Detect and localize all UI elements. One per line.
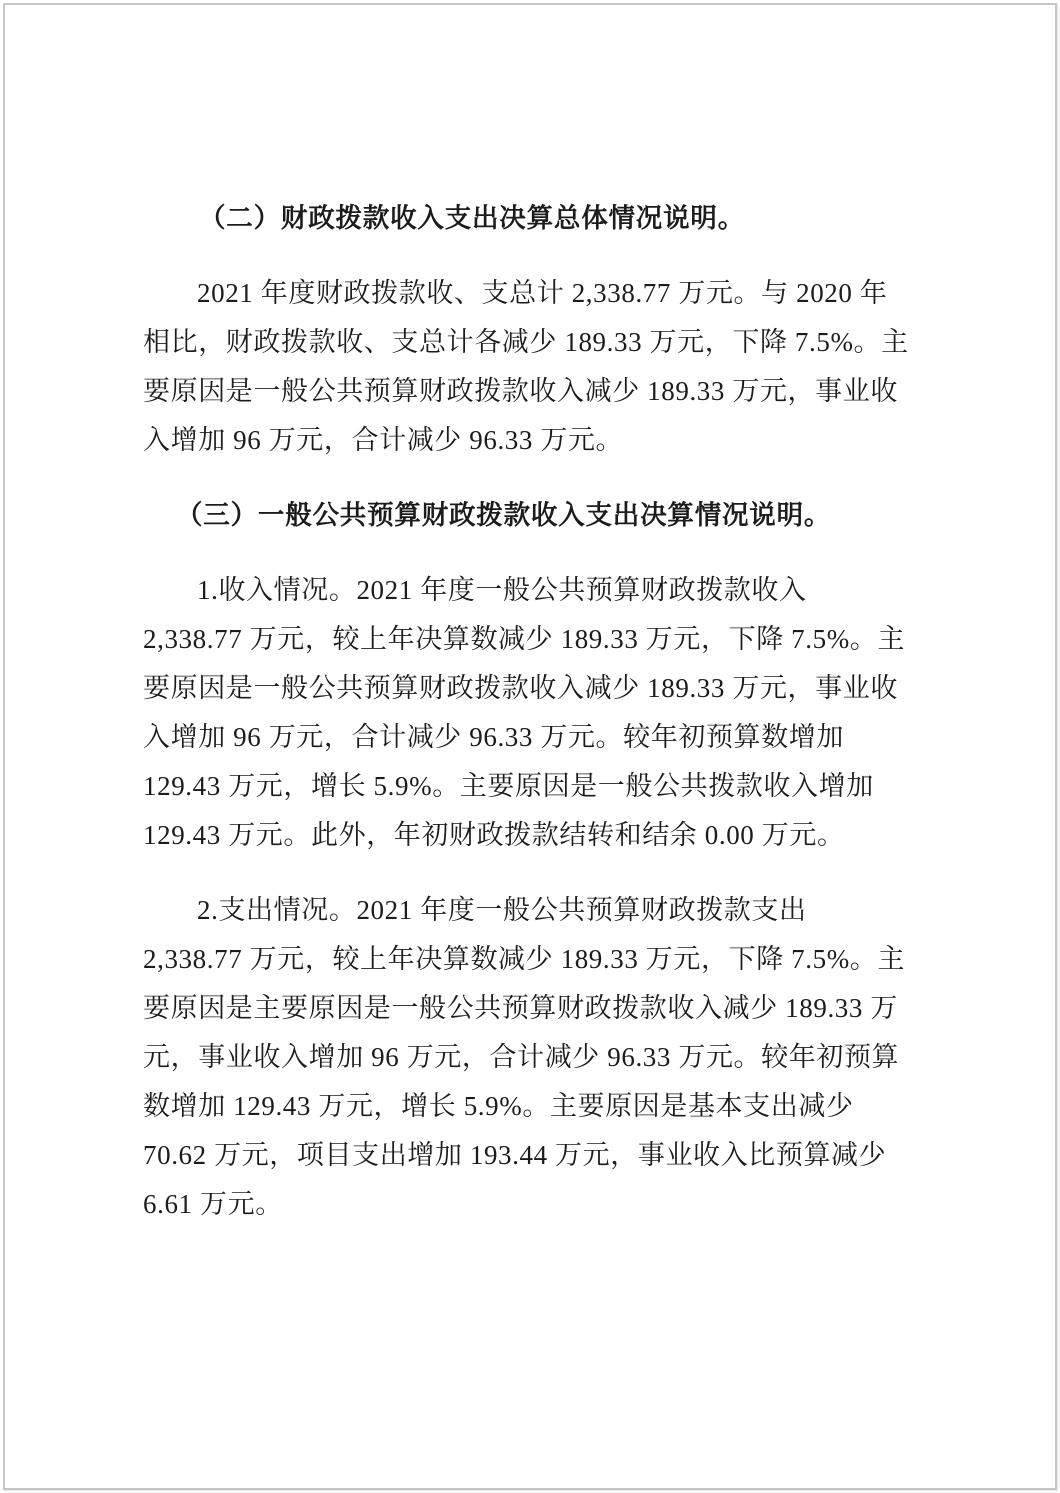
- paragraph-line: 129.43 万元，增长 5.9%。主要原因是一般公共拨款收入增加: [143, 771, 874, 801]
- section-two-paragraph: [0, 269, 1060, 465]
- paragraph-line: 2021 年度财政拨款收、支总计 2,338.77 万元。与 2020 年: [197, 278, 888, 308]
- paragraph-line: 要原因是主要原因是一般公共预算财政拨款收入减少 189.33 万: [143, 993, 898, 1023]
- paragraph-line: 2,338.77 万元，较上年决算数减少 189.33 万元，下降 7.5%。主: [143, 944, 905, 974]
- paragraph-line: 相比，财政拨款收、支总计各减少 189.33 万元，下降 7.5%。主: [143, 327, 909, 357]
- income-paragraph: [0, 566, 1060, 860]
- paragraph-line: 要原因是一般公共预算财政拨款收入减少 189.33 万元，事业收: [143, 673, 898, 703]
- paragraph-line: 2,338.77 万元，较上年决算数减少 189.33 万元，下降 7.5%。主: [143, 624, 905, 654]
- paragraph-line: 129.43 万元。此外，年初财政拨款结转和结余 0.00 万元。: [143, 820, 845, 850]
- section-two-heading: （二）财政拨款收入支出决算总体情况说明。: [199, 203, 745, 233]
- paragraph-line: 数增加 129.43 万元，增长 5.9%。主要原因是基本支出减少: [143, 1091, 854, 1121]
- paragraph-line: 入增加 96 万元，合计减少 96.33 万元。较年初预算数增加: [143, 722, 844, 752]
- paragraph-line: 要原因是一般公共预算财政拨款收入减少 189.33 万元，事业收: [143, 376, 898, 406]
- document-body: [0, 194, 1060, 1255]
- expenditure-paragraph: [0, 886, 1060, 1229]
- paragraph-line: 6.61 万元。: [143, 1189, 283, 1219]
- paragraph-line: 70.62 万元，项目支出增加 193.44 万元，事业收入比预算减少: [143, 1140, 887, 1170]
- paragraph-line: 2.支出情况。2021 年度一般公共预算财政拨款支出: [197, 895, 807, 925]
- section-three-heading: （三）一般公共预算财政拨款收入支出决算情况说明。: [176, 500, 832, 530]
- paragraph-line: 元，事业收入增加 96 万元，合计减少 96.33 万元。较年初预算: [143, 1042, 900, 1072]
- paragraph-line: 入增加 96 万元，合计减少 96.33 万元。: [143, 425, 624, 455]
- paragraph-line: 1.收入情况。2021 年度一般公共预算财政拨款收入: [197, 575, 807, 605]
